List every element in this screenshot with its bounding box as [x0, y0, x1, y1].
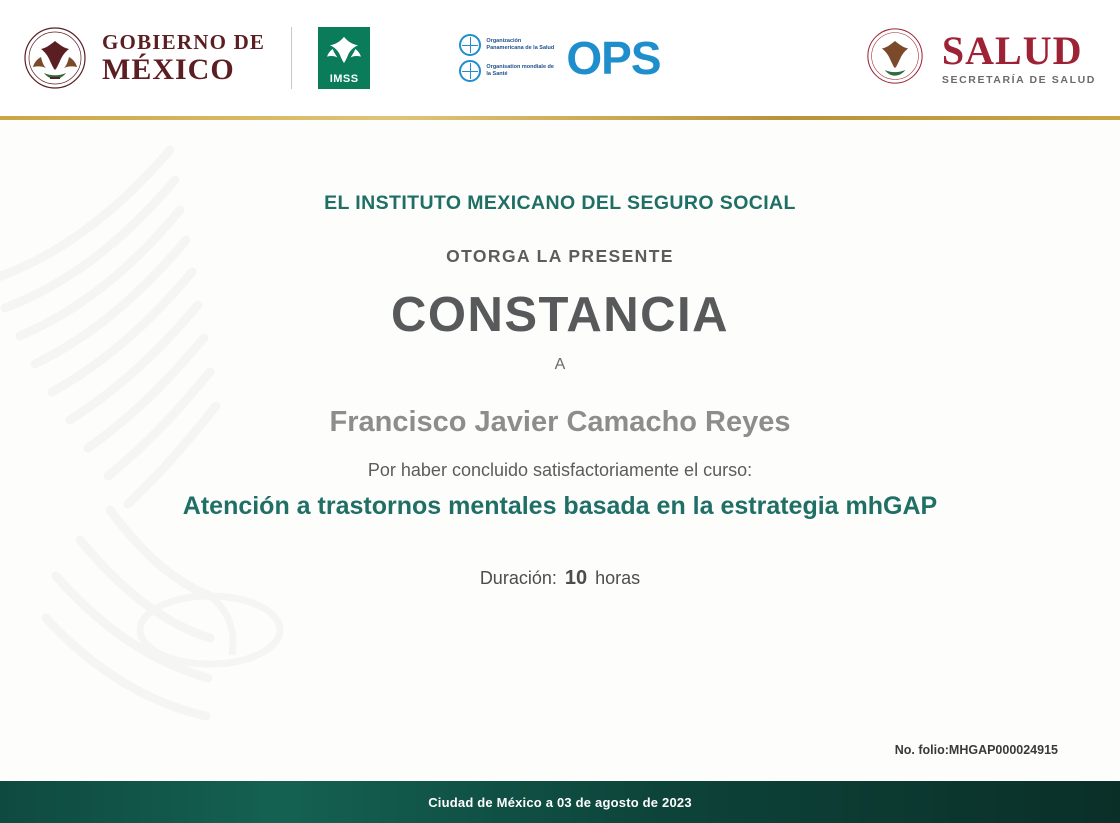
institution-line: EL INSTITUTO MEXICANO DEL SEGURO SOCIAL [324, 192, 796, 214]
salud-logo [732, 27, 1096, 89]
place-and-date: Ciudad de México a 03 de agosto de 2023 [428, 794, 692, 810]
recipient-name: Francisco Javier Camacho Reyes [329, 406, 791, 438]
certificate-title: CONSTANCIA [390, 288, 730, 342]
ops-oms-logo [388, 31, 731, 85]
footer-bar [0, 781, 1120, 823]
imss-logo [318, 27, 370, 89]
salud-eagle-emblem-icon [866, 27, 928, 89]
folio-number: No. folio:MHGAP000024915 [894, 743, 1058, 757]
grants-line: OTORGA LA PRESENTE [446, 246, 674, 266]
duration-unit: horas [595, 568, 641, 588]
reason-line: Por haber concluido satisfactoriamente el curso: [367, 460, 753, 480]
gobierno-line2: MÉXICO [102, 52, 235, 86]
mexican-eagle-emblem-icon [24, 27, 86, 89]
duration-value: 10 [564, 567, 588, 589]
ops-wordmark: OPS [566, 32, 661, 84]
duration-line [0, 567, 1120, 590]
imss-eagle-icon [325, 27, 363, 73]
header-divider [291, 27, 292, 89]
gobierno-de-mexico-logo [24, 27, 388, 89]
who-globe-icon [459, 60, 481, 82]
paho-globe-icon [459, 34, 481, 56]
certificate-body [0, 120, 1120, 781]
gobierno-wordmark [102, 29, 266, 86]
salud-wordmark [941, 27, 1096, 86]
to-label: A [554, 356, 566, 373]
ops-mark-1-label: Organización Panamericana de la Salud [486, 38, 555, 51]
ops-mark-2-label: Organisation mondiale de la Santé [486, 64, 554, 77]
course-name: Atención a trastornos mentales basada en la estrategia mhGAP [182, 492, 938, 520]
certificate-content [0, 120, 1120, 590]
duration-label: Duración: [479, 568, 557, 588]
imss-label: IMSS [329, 73, 359, 85]
salud-subtitle: SECRETARÍA DE SALUD [941, 73, 1096, 86]
header-bar [0, 0, 1120, 116]
salud-title: SALUD [941, 27, 1083, 73]
gobierno-line1: GOBIERNO DE [102, 29, 266, 54]
ops-marks [459, 34, 556, 82]
